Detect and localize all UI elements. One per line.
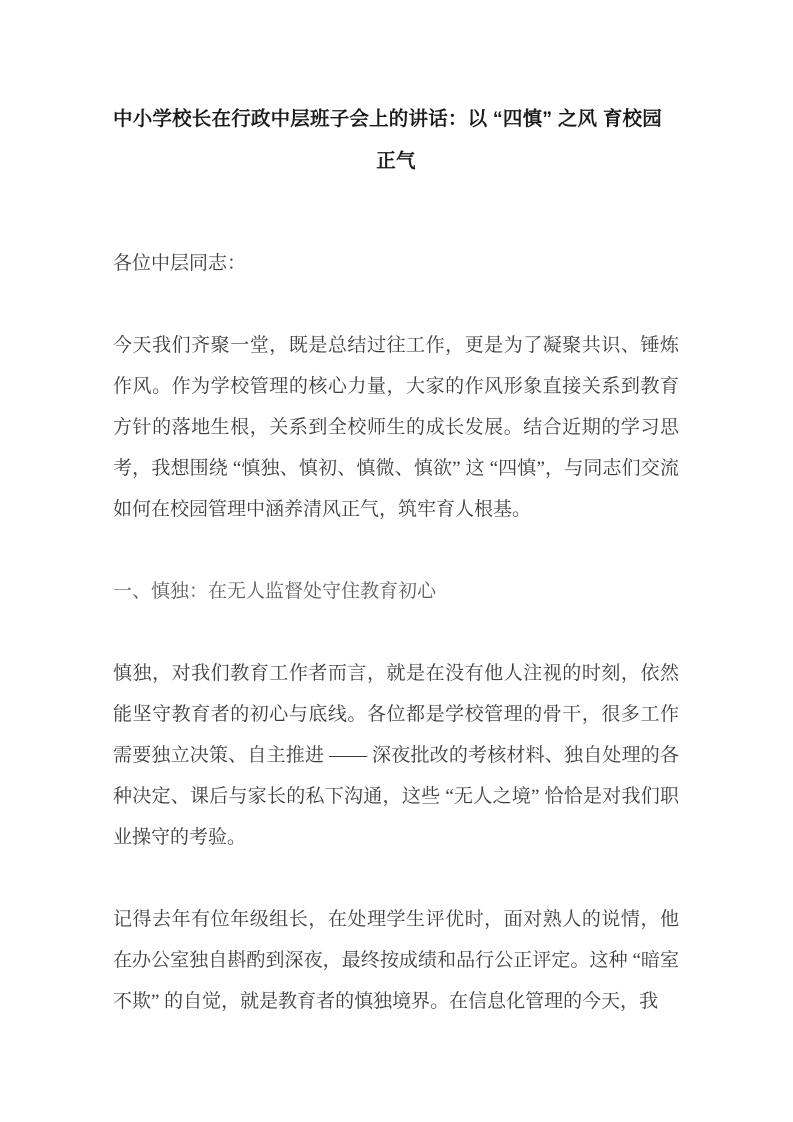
body-paragraph-1: 今天我们齐聚一堂，既是总结过往工作，更是为了凝聚共识、锤炼作风。作为学校管理的核心力量，大家的作风形象直接关系到教育方针的落地生根，关系到全校师生的成长发展。结合近期的学习思考，我想围绕 “慎独、慎初、慎微、慎欲” 这 “四慎”，与同志们交流如何在校园管理中涵养清风正气，筑牢育人根基。 xyxy=(113,335,679,520)
page-title xyxy=(113,98,679,182)
page-title-line-1: 中小学校长在行政中层班子会上的讲话：以 “四慎” 之风 育校园 xyxy=(113,108,662,130)
body-paragraph-2: 慎独，对我们教育工作者而言，就是在没有他人注视的时刻，依然能坚守教育者的初心与底线。各位都是学校管理的骨干，很多工作需要独立决策、自主推进 —— 深夜批改的考核材料、独自处理的各种决定、课后与家长的私下沟通，这些 “无人之境” 恰恰是对我们职业操守的考验。 xyxy=(113,663,679,848)
section-heading-1: 一、慎独：在无人监督处守住教育初心 xyxy=(113,581,437,602)
document-content xyxy=(113,0,679,1022)
title-block xyxy=(113,0,679,182)
salutation: 各位中层同志： xyxy=(113,253,247,274)
body-paragraph-3: 记得去年有位年级组长，在处理学生评优时，面对熟人的说情，他在办公室独自斟酌到深夜，最终按成绩和品行公正评定。这种 “暗室不欺” 的自觉，就是教育者的慎独境界。在信息化管理的今天，我 xyxy=(113,909,679,1012)
page-title-line-2: 正气 xyxy=(376,150,416,172)
